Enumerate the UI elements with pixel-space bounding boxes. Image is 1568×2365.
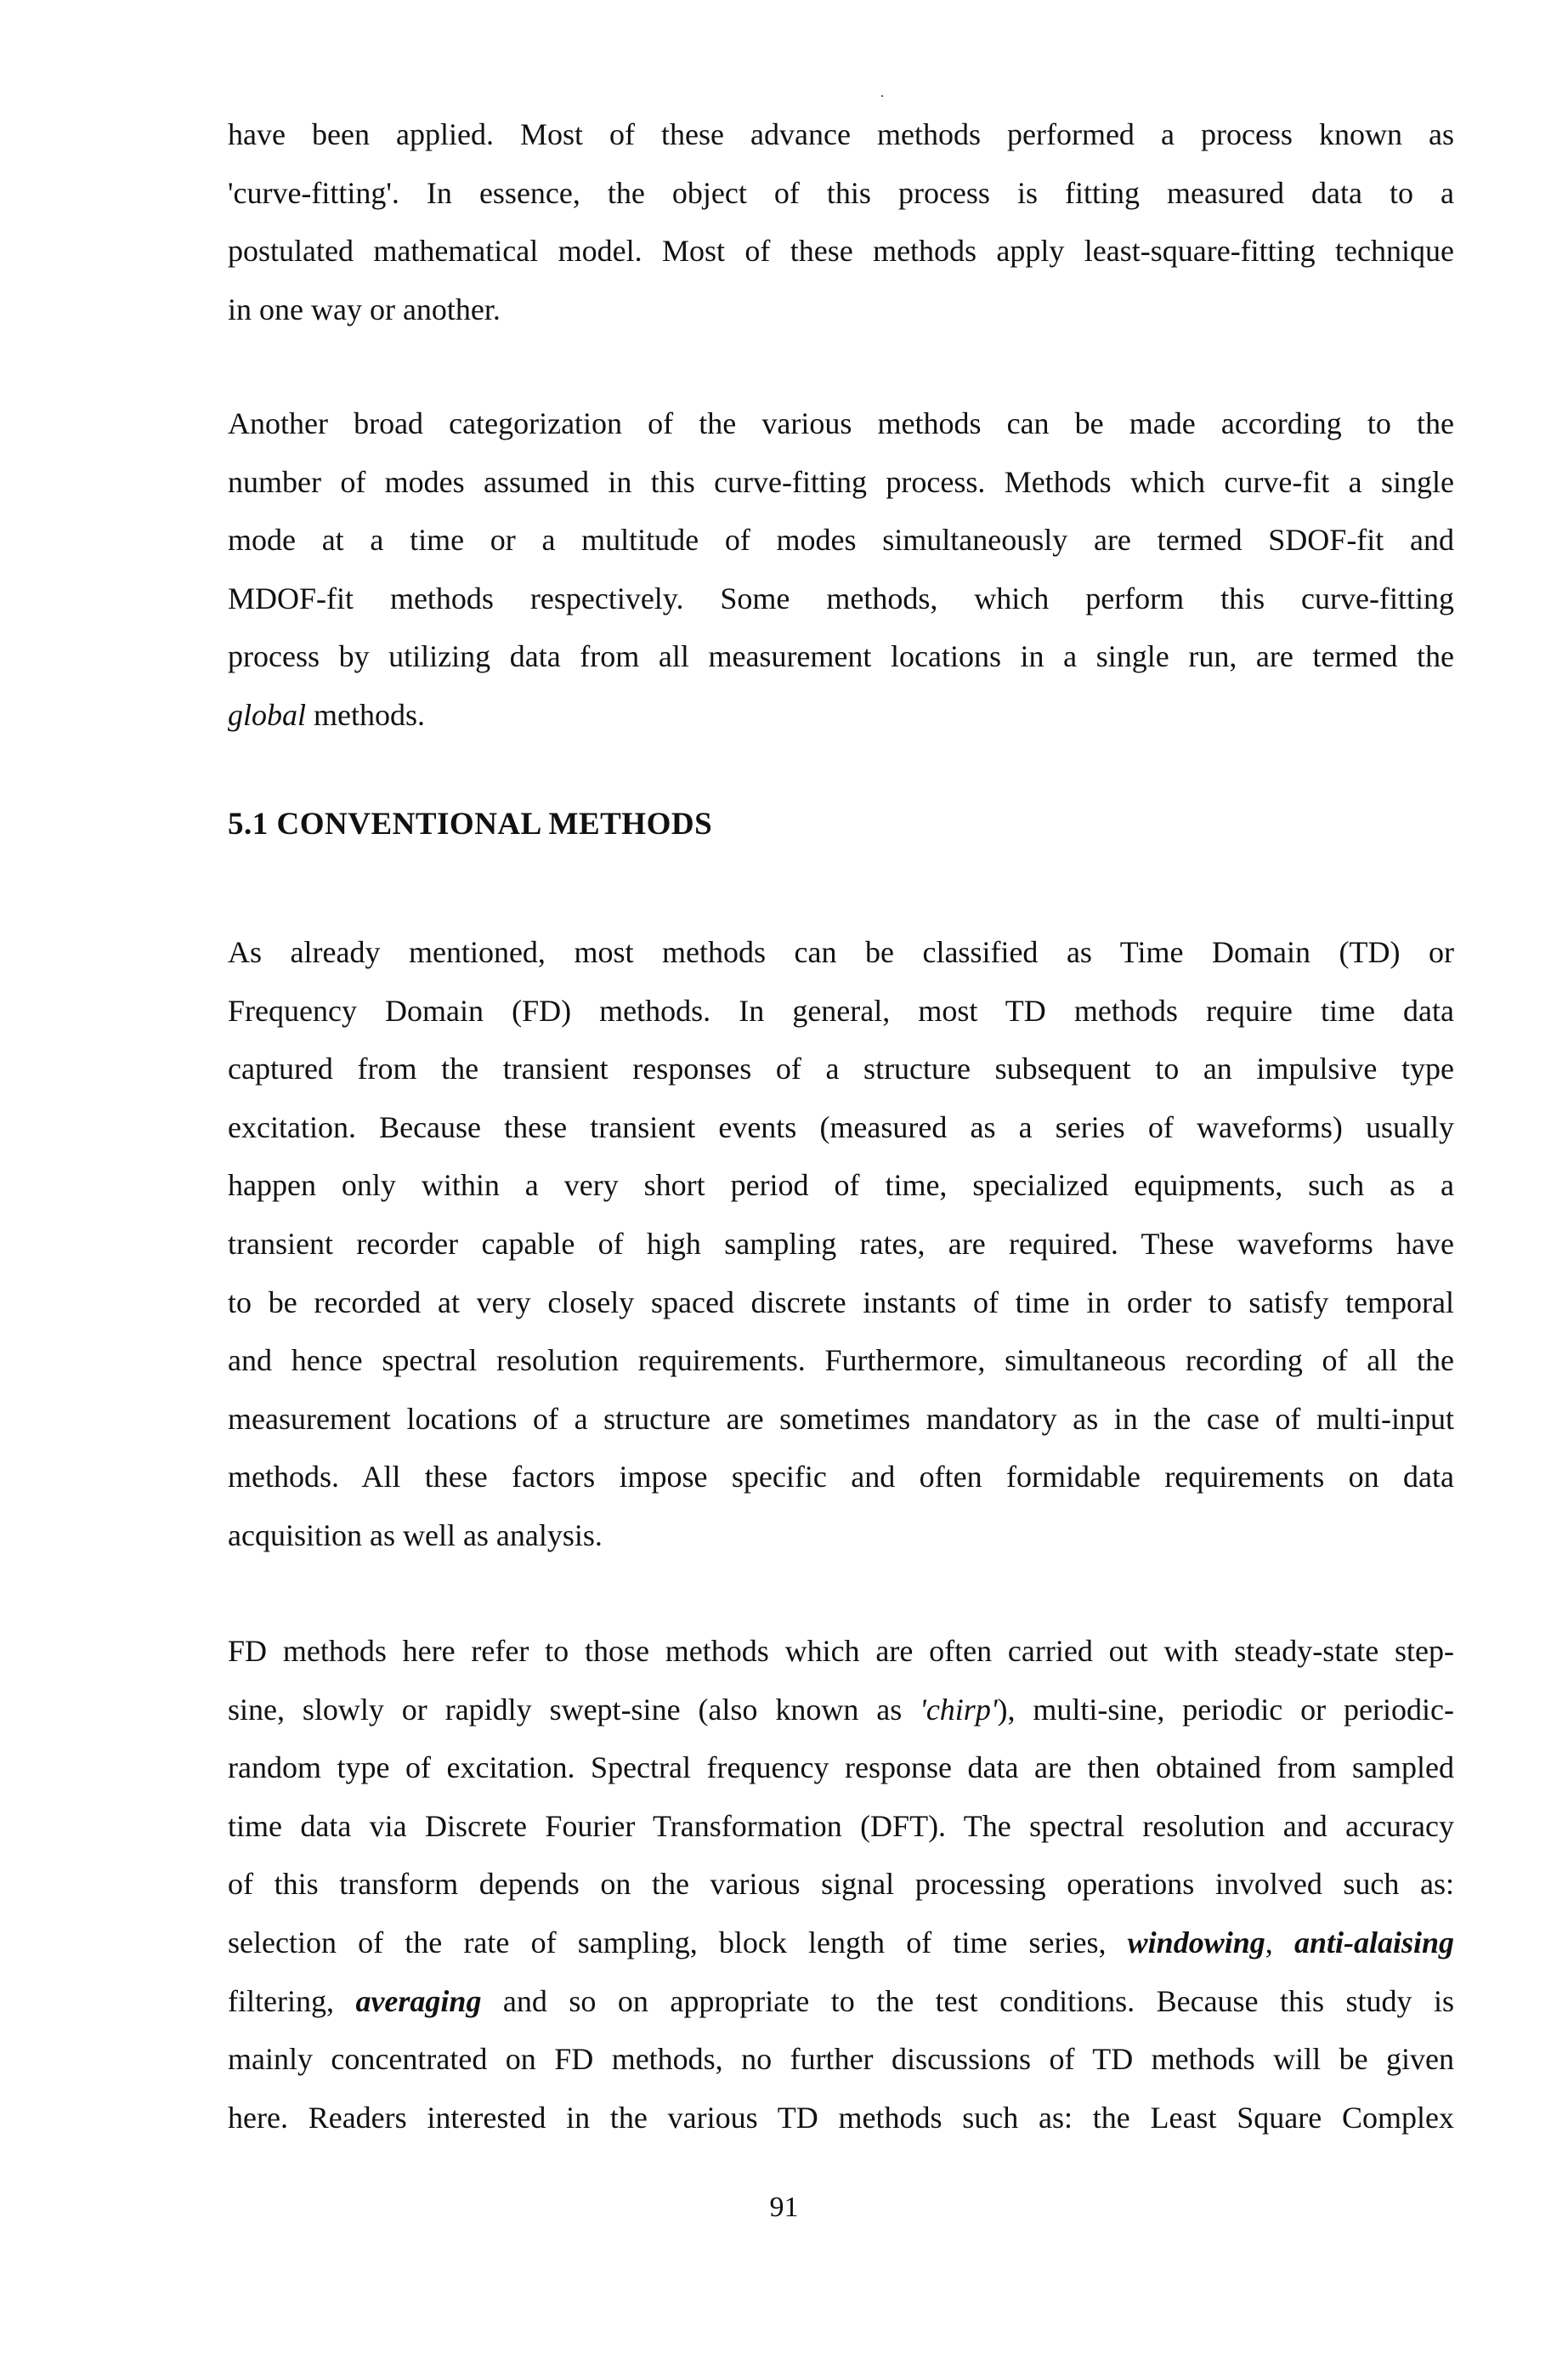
scan-speck (881, 95, 883, 97)
text-line: to be recorded at very closely spaced discrete instants of time in order to satisfy temporal (228, 1285, 1454, 1319)
text-line: here. Readers interested in the various TD methods such as: the Least Square Complex (228, 2100, 1454, 2135)
text-line: measurement locations of a structure are sometimes mandatory as in the case of multi-input (228, 1401, 1454, 1436)
text-fragment: filtering, (228, 1983, 356, 2018)
emphasis-chirp: 'chirp' (920, 1692, 998, 1727)
text-fragment: , (1265, 1925, 1294, 1959)
text-line (228, 686, 1454, 745)
text-line: number of modes assumed in this curve-fitting process. Methods which curve-fit a single (228, 464, 1454, 499)
text-line: acquisition as well as analysis. (228, 1517, 603, 1552)
emphasis-anti-alaising: anti-alaising (1293, 1925, 1454, 1959)
text-line: Frequency Domain (FD) methods. In general, most TD methods require time data (228, 993, 1454, 1028)
text-line: As already mentioned, most methods can be classified as Time Domain (TD) or (228, 935, 1454, 969)
text-fragment: sine, slowly or rapidly swept-sine (also known as (228, 1692, 920, 1727)
text-line: of this transform depends on the various signal processing operations involved such as: (228, 1867, 1454, 1902)
text-line (228, 1681, 1454, 1739)
text-line: process by utilizing data from all measurement locations in a single run, are termed the (228, 639, 1454, 674)
emphasis-global: global (228, 697, 307, 732)
text-line: MDOF-fit methods respectively. Some methods, which perform this curve-fitting (228, 581, 1454, 615)
text-line: and hence spectral resolution requirements. Furthermore, simultaneous recording of all the (228, 1343, 1454, 1378)
text-line: Another broad categorization of the various methods can be made according to the (228, 406, 1454, 440)
paragraph-fd-methods (228, 1622, 1454, 2147)
text-fragment: selection of the rate of sampling, block length of time series, (228, 1925, 1128, 1959)
text-line (228, 1972, 1454, 2031)
text-line: mainly concentrated on FD methods, no further discussions of TD methods will be given (228, 2042, 1454, 2077)
text-line (228, 1914, 1454, 1972)
text-line: captured from the transient responses of a structure subsequent to an impulsive type (228, 1052, 1454, 1086)
text-line: random type of excitation. Spectral frequency response data are then obtained from sampled (228, 1750, 1454, 1785)
paragraph-curve-fitting (228, 105, 1454, 338)
paragraph-categorization (228, 394, 1454, 745)
text-line: methods. All these factors impose specific and often formidable requirements on data (228, 1460, 1454, 1494)
text-line: time data via Discrete Fourier Transformation (DFT). The spectral resolution and accuracy (228, 1808, 1454, 1843)
text-line: mode at a time or a multitude of modes simultaneously are termed SDOF-fit and (228, 523, 1454, 558)
paragraph-td-methods (228, 923, 1454, 1565)
text-line: postulated mathematical model. Most of these methods apply least-square-fitting technique (228, 234, 1454, 269)
text-line: transient recorder capable of high sampling rates, are required. These waveforms have (228, 1226, 1454, 1261)
page-number: 91 (769, 2192, 799, 2223)
emphasis-averaging: averaging (355, 1983, 482, 2018)
text-fragment: ), multi-sine, periodic or periodic- (997, 1692, 1454, 1727)
text-fragment: and so on appropriate to the test conditions. Because this study is (481, 1983, 1454, 2018)
text-fragment: methods. (306, 697, 426, 732)
text-line: 'curve-fitting'. In essence, the object of this process is fitting measured data to a (228, 175, 1454, 210)
text-line: in one way or another. (228, 292, 501, 326)
text-line: have been applied. Most of these advance methods performed a process known as (228, 117, 1454, 151)
text-line: excitation. Because these transient events (measured as a series of waveforms) usually (228, 1109, 1454, 1144)
text-line: happen only within a very short period of time, specialized equipments, such as a (228, 1168, 1454, 1203)
text-line: FD methods here refer to those methods which are often carried out with steady-state step- (228, 1634, 1454, 1668)
section-heading: 5.1 CONVENTIONAL METHODS (228, 807, 713, 842)
emphasis-windowing: windowing (1127, 1925, 1265, 1959)
